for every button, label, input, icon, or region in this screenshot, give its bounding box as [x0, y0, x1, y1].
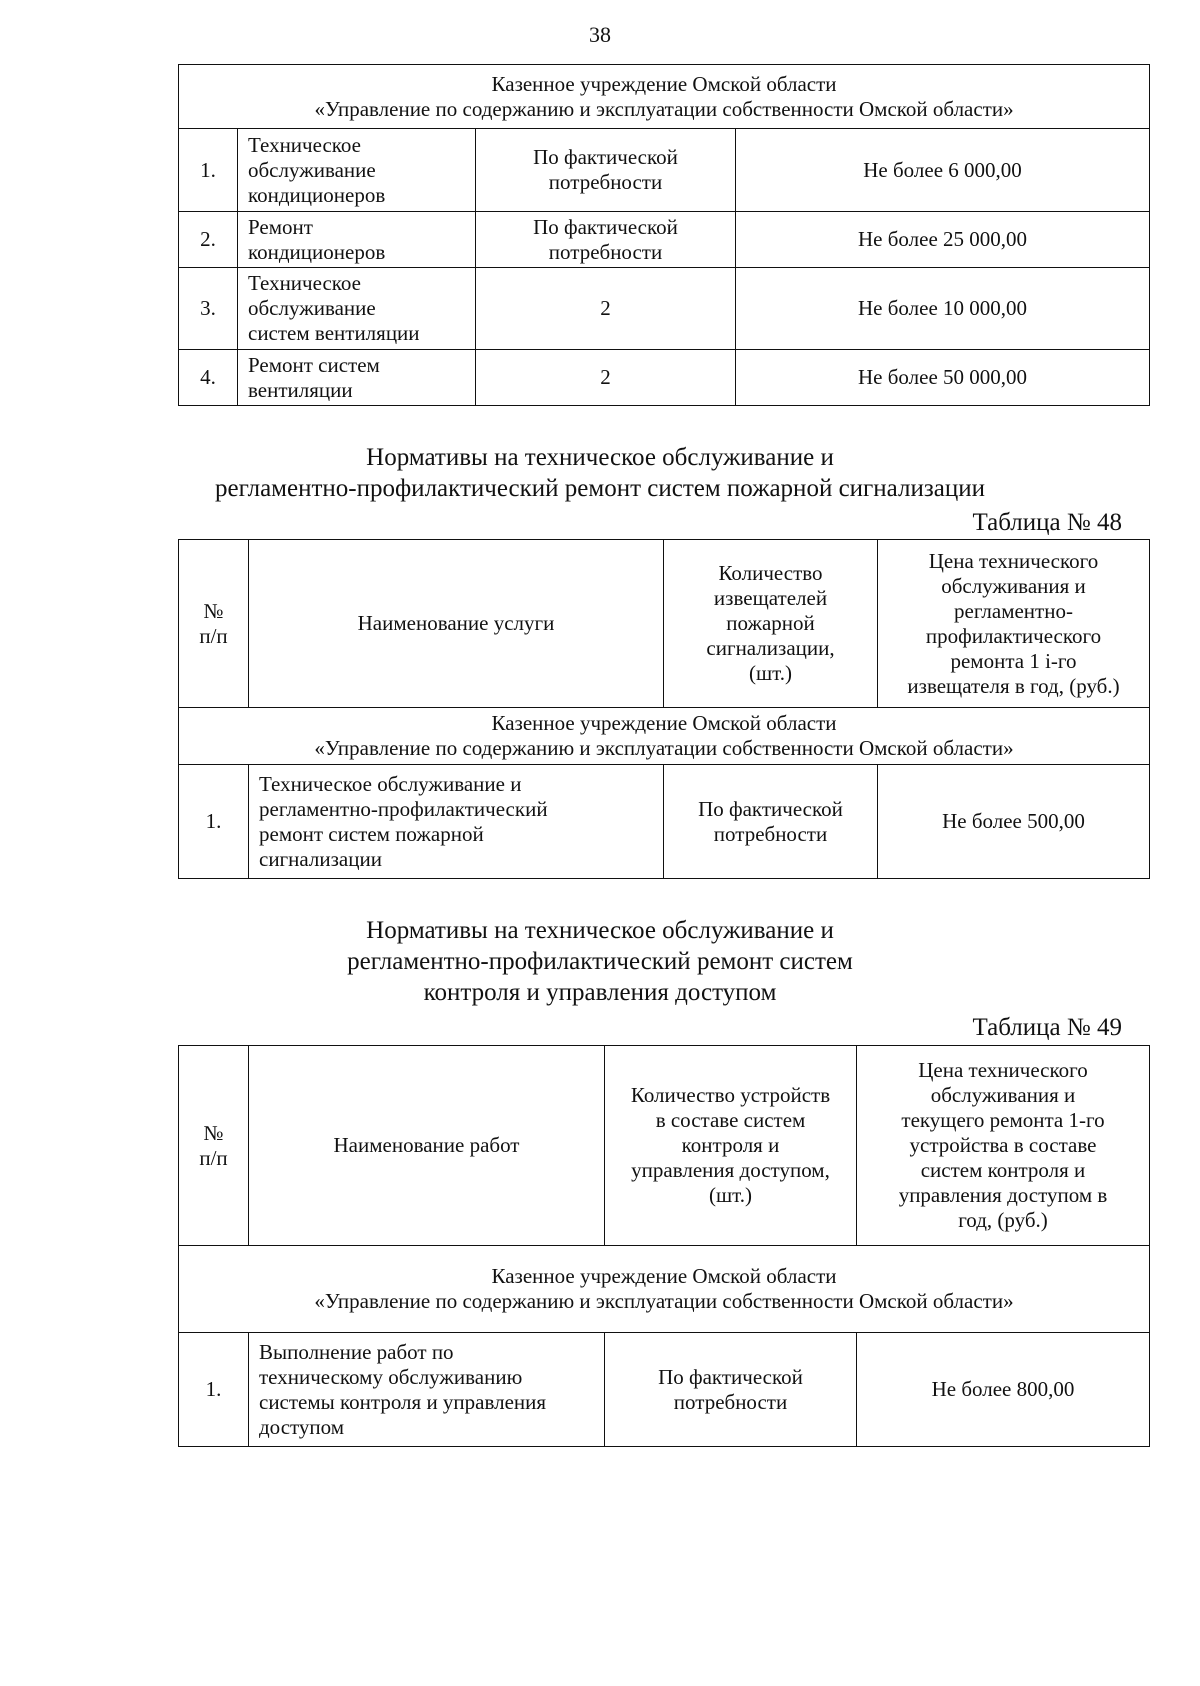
price: Не более 25 000,00 — [736, 212, 1150, 268]
org-line1: Казенное учреждение Омской области — [491, 711, 837, 735]
row-number: 4. — [179, 350, 238, 406]
service-name — [238, 350, 476, 406]
header-price — [878, 540, 1150, 708]
text-line: Техническое обслуживание и — [259, 771, 522, 796]
table-row — [179, 350, 1150, 406]
table-49-label: Таблица № 49 — [972, 1014, 1122, 1041]
service-name — [249, 1333, 605, 1447]
table-49 — [178, 1045, 1150, 1447]
table-row — [179, 212, 1150, 268]
text-line: ремонт систем пожарной — [259, 821, 484, 846]
text-line: Ремонт — [248, 214, 313, 239]
org-header-row — [179, 708, 1150, 765]
text-line: потребности — [548, 239, 663, 264]
text-line: вентиляции — [248, 377, 353, 402]
text-line: Техническое — [248, 132, 361, 157]
text-line: п/п — [199, 1145, 228, 1170]
text-line: пожарной — [726, 611, 815, 635]
service-name — [249, 765, 664, 879]
text-line: доступом — [259, 1414, 345, 1439]
text-line: потребности — [673, 1389, 788, 1414]
text-line: регламентно-профилактический — [259, 796, 548, 821]
title-line: регламентно-профилактический ремонт систем пожарной сигнализации — [215, 475, 985, 502]
header-number — [179, 540, 249, 708]
price: Не более 50 000,00 — [736, 350, 1150, 406]
text-line: № — [203, 1120, 224, 1145]
header-row — [179, 1046, 1150, 1246]
text-line: Техническое — [248, 271, 361, 295]
text-line: ремонта 1 i-го — [950, 648, 1077, 673]
text-line: обслуживания и — [941, 573, 1086, 598]
header-row — [179, 540, 1150, 708]
service-name — [238, 268, 476, 350]
text-line: (шт.) — [708, 1183, 752, 1207]
table-row — [179, 268, 1150, 350]
text-line: управления доступом в — [898, 1183, 1108, 1207]
price: Не более 800,00 — [857, 1333, 1150, 1447]
text-line: (шт.) — [748, 661, 792, 685]
text-line: систем вентиляции — [248, 321, 420, 345]
row-number: 1. — [179, 765, 249, 879]
org-line1: Казенное учреждение Омской области — [491, 1264, 837, 1288]
text-line: Ремонт систем — [248, 352, 380, 377]
quantity — [476, 212, 736, 268]
text-line: регламентно- — [954, 598, 1073, 623]
table-row — [179, 765, 1150, 879]
org-line1: Казенное учреждение Омской области — [491, 71, 837, 96]
text-line: Цена технического — [918, 1058, 1088, 1082]
text-line: потребности — [713, 821, 828, 846]
text-line: техническому обслуживанию — [259, 1364, 523, 1389]
header-name: Наименование работ — [249, 1046, 605, 1246]
text-line: устройства в составе — [909, 1133, 1097, 1157]
text-line: п/п — [199, 623, 228, 648]
table-47-continuation — [178, 64, 1150, 406]
header-name: Наименование услуги — [249, 540, 664, 708]
org-line2: «Управление по содержанию и эксплуатации собственности Омской области» — [314, 96, 1014, 121]
text-line: По фактической — [533, 214, 678, 239]
text-line: № — [203, 598, 224, 623]
title-line: Нормативы на техническое обслуживание и — [366, 917, 834, 944]
org-line2: «Управление по содержанию и эксплуатации собственности Омской области» — [314, 736, 1014, 760]
header-price — [857, 1046, 1150, 1246]
text-line: в составе систем — [655, 1108, 806, 1132]
text-line: управления доступом, — [631, 1158, 830, 1182]
service-name — [238, 212, 476, 268]
org-line2: «Управление по содержанию и эксплуатации собственности Омской области» — [314, 1289, 1014, 1313]
text-line: извещателей — [713, 586, 828, 610]
quantity — [476, 129, 736, 212]
table-48 — [178, 539, 1150, 879]
org-header-row — [179, 65, 1150, 129]
quantity: 2 — [476, 268, 736, 350]
text-line: По фактической — [533, 145, 678, 169]
text-line: контроля и — [681, 1133, 780, 1157]
text-line: профилактического — [925, 623, 1102, 648]
title-line: Нормативы на техническое обслуживание и — [366, 444, 834, 471]
section-49-title — [0, 915, 1200, 1008]
text-line: систем контроля и — [920, 1158, 1086, 1182]
table-48-label: Таблица № 48 — [972, 509, 1122, 536]
quantity: 2 — [476, 350, 736, 406]
text-line: сигнализации, — [706, 636, 835, 660]
row-number: 2. — [179, 212, 238, 268]
page-number: 38 — [589, 22, 611, 47]
header-quantity — [664, 540, 878, 708]
row-number: 3. — [179, 268, 238, 350]
title-line: регламентно-профилактический ремонт систем — [347, 948, 853, 975]
table-row — [179, 129, 1150, 212]
text-line: Количество — [718, 561, 823, 585]
header-number — [179, 1046, 249, 1246]
text-line: сигнализации — [259, 846, 382, 871]
text-line: обслуживания и — [930, 1083, 1076, 1107]
text-line: Количество устройств — [630, 1083, 831, 1107]
text-line: кондиционеров — [248, 182, 386, 207]
header-quantity — [605, 1046, 857, 1246]
text-line: обслуживание — [248, 157, 376, 182]
row-number: 1. — [179, 1333, 249, 1447]
title-line: контроля и управления доступом — [423, 979, 777, 1006]
quantity — [605, 1333, 857, 1447]
section-48-title — [0, 442, 1200, 504]
text-line: По фактической — [698, 796, 843, 821]
text-line: потребности — [548, 170, 663, 194]
price: Не более 10 000,00 — [736, 268, 1150, 350]
text-line: кондиционеров — [248, 239, 386, 264]
text-line: По фактической — [658, 1364, 803, 1389]
price: Не более 6 000,00 — [736, 129, 1150, 212]
org-header-row — [179, 1246, 1150, 1333]
quantity — [664, 765, 878, 879]
text-line: Выполнение работ по — [259, 1339, 454, 1364]
text-line: обслуживание — [248, 296, 376, 320]
text-line: текущего ремонта 1-го — [901, 1108, 1105, 1132]
table-row — [179, 1333, 1150, 1447]
text-line: извещателя в год, (руб.) — [907, 673, 1120, 698]
text-line: год, (руб.) — [958, 1208, 1048, 1232]
text-line: системы контроля и управления — [259, 1389, 547, 1414]
service-name — [238, 129, 476, 212]
price: Не более 500,00 — [878, 765, 1150, 879]
text-line: Цена технического — [928, 548, 1099, 573]
row-number: 1. — [179, 129, 238, 212]
